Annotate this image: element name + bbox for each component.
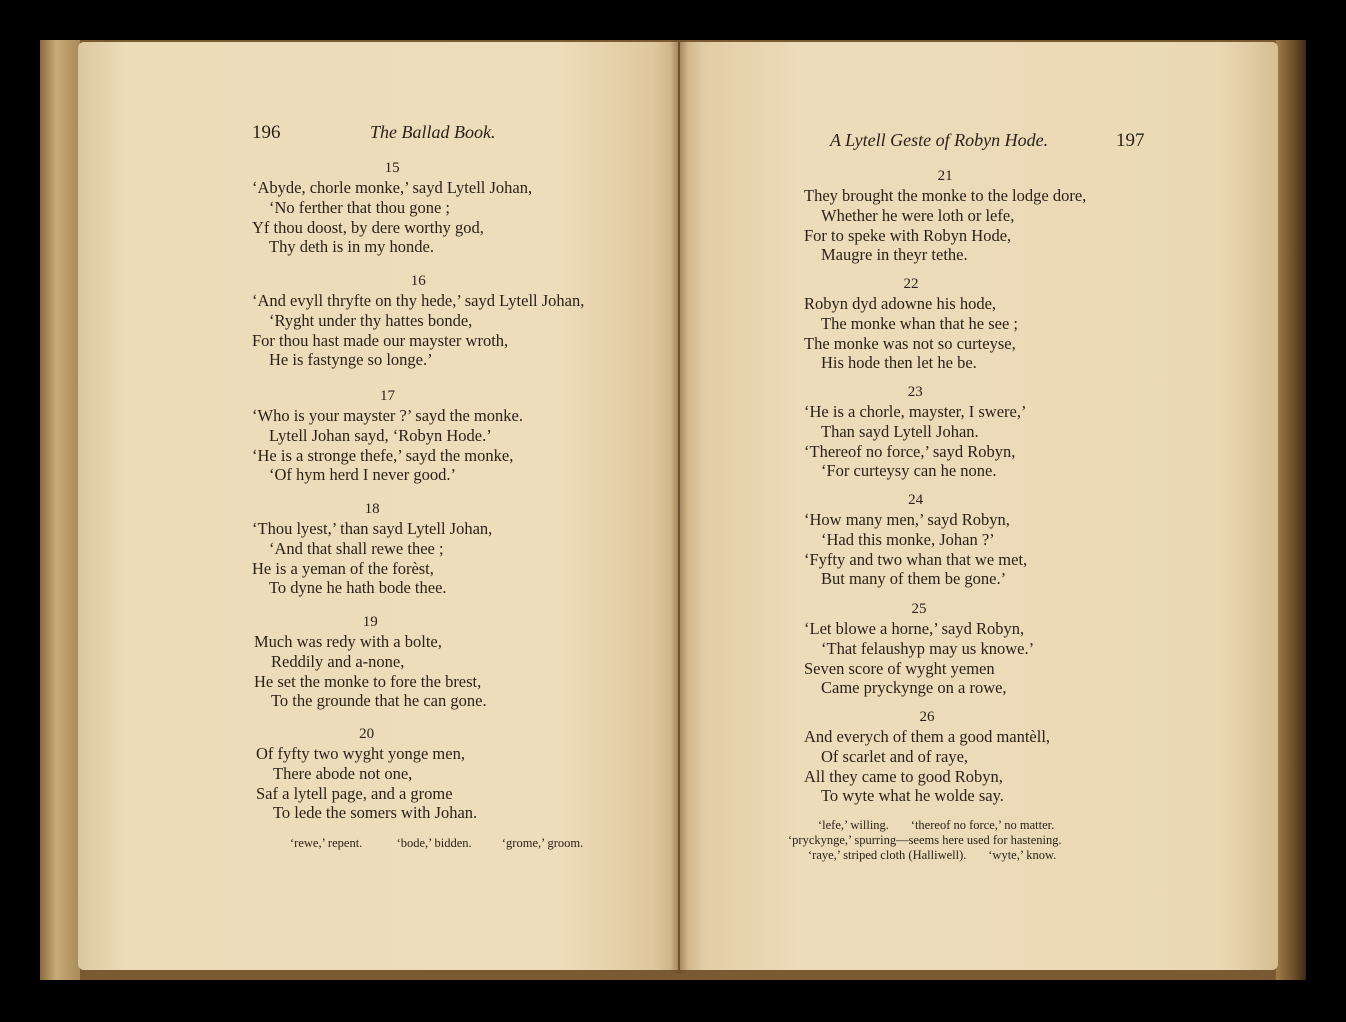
verse-line: He set the monke to fore the brest,	[254, 671, 482, 691]
verse-line: ‘How many men,’ sayd Robyn,	[804, 510, 1010, 529]
page-number-right: 197	[1116, 130, 1145, 151]
verse-line: Of scarlet and of raye,	[821, 746, 969, 766]
footnote: ‘lefe,’ willing. ‘thereof no force,’ no matter.	[818, 818, 1055, 832]
verse-line: ‘Abyde, chorle monke,’ sayd Lytell Johan,	[252, 178, 533, 197]
verse-line: Than sayd Lytell Johan.	[821, 421, 979, 441]
stanza	[804, 384, 1026, 481]
verse-line: Thy deth is in my honde.	[269, 237, 434, 257]
stanza	[804, 492, 1027, 589]
verse-line: But many of them be gone.’	[821, 569, 1007, 589]
footnote: ‘grome,’ groom.	[501, 836, 584, 850]
verse-line: They brought the monke to the lodge dore,	[804, 186, 1087, 205]
verse-line: ‘That felaushyp may us knowe.’	[821, 638, 1035, 658]
verse-line: ‘No ferther that thou gone ;	[269, 197, 450, 217]
open-book	[40, 40, 1306, 980]
verse-line: ‘Thereof no force,’ sayd Robyn,	[804, 441, 1016, 461]
verse-line: Of fyfty two wyght yonge men,	[256, 744, 465, 763]
page-number-left: 196	[252, 122, 281, 143]
stanza	[252, 273, 584, 370]
footnote: ‘raye,’ striped cloth (Halliwell). ‘wyte,’ know.	[808, 848, 1057, 862]
verse-line: Saf a lytell page, and a grome	[256, 783, 453, 803]
stanza	[256, 726, 477, 823]
verse-line: ‘Let blowe a horne,’ sayd Robyn,	[804, 619, 1025, 638]
verse-line: ‘Had this monke, Johan ?’	[821, 529, 995, 549]
stanza-number: 21	[937, 168, 953, 184]
verse-line: There abode not one,	[273, 763, 413, 783]
stanza	[252, 501, 492, 598]
stanza-number: 18	[364, 501, 380, 517]
stanza-number: 23	[907, 384, 923, 400]
verse-line: ‘Fyfty and two whan that we met,	[804, 549, 1028, 569]
right-page	[680, 42, 1278, 970]
stanza-number: 26	[919, 709, 935, 725]
footnote: ‘rewe,’ repent.	[290, 836, 363, 850]
stanza-number: 16	[410, 273, 426, 289]
verse-line: Yf thou doost, by dere worthy god,	[252, 217, 484, 237]
running-title-right: A Lytell Geste of Robyn Hode.	[830, 130, 1049, 150]
verse-line: Robyn dyd adowne his hode,	[804, 294, 997, 313]
verse-line: To the grounde that he can gone.	[271, 691, 487, 711]
left-page	[78, 42, 678, 970]
verse-line: And everych of them a good mantèll,	[804, 727, 1051, 746]
verse-line: He is a yeman of the forèst,	[252, 558, 434, 578]
verse-line: Lytell Johan sayd, ‘Robyn Hode.’	[269, 425, 492, 445]
verse-line: ‘Of hym herd I never good.’	[269, 465, 456, 485]
page-edges-left	[40, 40, 80, 980]
verse-line: ‘He is a chorle, mayster, I swere,’	[804, 402, 1027, 421]
verse-line: All they came to good Robyn,	[804, 766, 1003, 786]
stanza	[804, 601, 1034, 698]
stanza-number: 20	[359, 726, 375, 742]
verse-line: Whether he were loth or lefe,	[821, 205, 1015, 225]
verse-line: ‘Who is your mayster ?’ sayd the monke.	[252, 406, 523, 425]
book-gutter	[670, 40, 688, 974]
stanza	[252, 160, 532, 257]
page-edges-right	[1276, 40, 1306, 980]
stanza	[254, 614, 487, 711]
verse-line: To dyne he hath bode thee.	[269, 578, 447, 598]
footnote: ‘bode,’ bidden.	[396, 836, 472, 850]
footnotes	[290, 836, 583, 851]
verse-line: Much was redy with a bolte,	[254, 632, 442, 651]
footnote: ‘pryckynge,’ spurring—seems here used for hastening.	[788, 833, 1062, 847]
verse-line: ‘Ryght under thy hattes bonde,	[269, 310, 473, 330]
verse-line: For thou hast made our mayster wroth,	[252, 330, 509, 350]
running-title-left: The Ballad Book.	[370, 122, 496, 142]
verse-line: Seven score of wyght yemen	[804, 658, 995, 678]
verse-line: Came pryckynge on a rowe,	[821, 678, 1007, 698]
verse-line: ‘He is a stronge thefe,’ sayd the monke,	[252, 445, 514, 465]
verse-line: For to speke with Robyn Hode,	[804, 225, 1012, 245]
verse-line: His hode then let he be.	[821, 353, 977, 373]
stanza	[804, 709, 1050, 806]
stanza	[804, 168, 1086, 265]
verse-line: ‘And evyll thryfte on thy hede,’ sayd Lytell Johan,	[252, 291, 585, 310]
verse-line: ‘For curteysy can he none.	[821, 461, 997, 481]
stanza-number: 24	[908, 492, 924, 508]
verse-line: Reddily and a-none,	[271, 651, 405, 671]
stanza-number: 25	[911, 601, 927, 617]
verse-line: To wyte what he wolde say.	[821, 786, 1004, 806]
verse-line: The monke was not so curteyse,	[804, 333, 1016, 353]
verse-line: The monke whan that he see ;	[821, 313, 1019, 333]
footnotes	[788, 818, 1062, 863]
verse-line: Maugre in theyr tethe.	[821, 245, 968, 265]
verse-line: He is fastynge so longe.’	[269, 350, 433, 370]
verse-line: ‘And that shall rewe thee ;	[269, 538, 444, 558]
stanza-number: 22	[903, 276, 919, 292]
stanza-number: 17	[379, 388, 395, 404]
verse-line: To lede the somers with Johan.	[273, 803, 478, 823]
stanza	[804, 276, 1018, 373]
stanza-number: 19	[362, 614, 378, 630]
stanza	[252, 388, 523, 485]
stanza-number: 15	[384, 160, 400, 176]
verse-line: ‘Thou lyest,’ than sayd Lytell Johan,	[252, 519, 493, 538]
